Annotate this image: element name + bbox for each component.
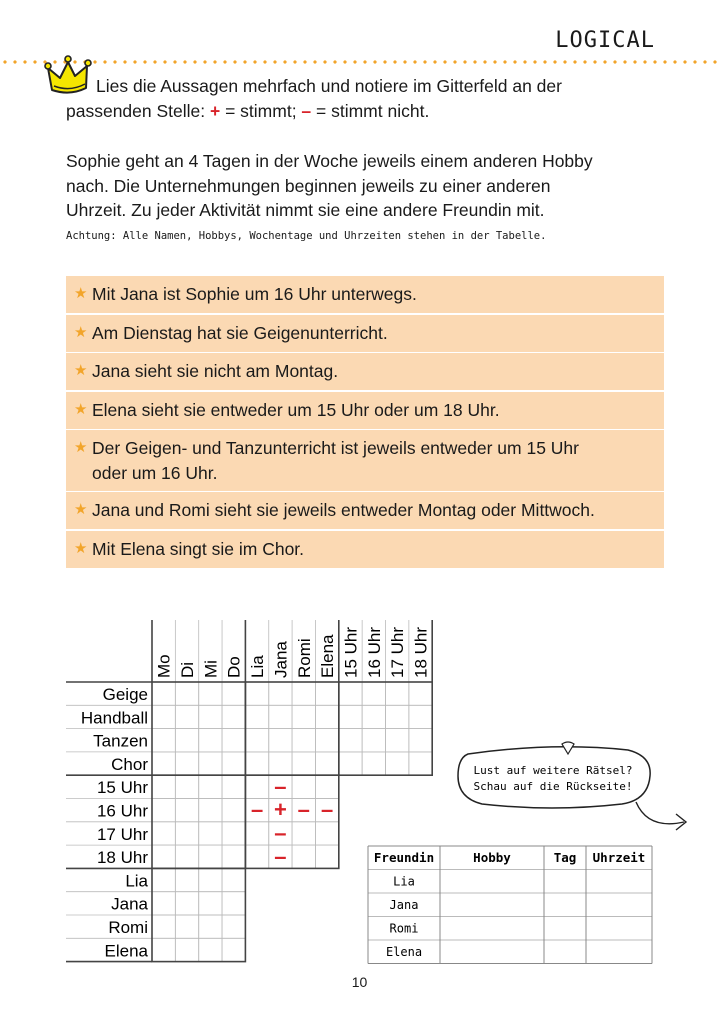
page-number: 10: [351, 974, 368, 990]
grid-cell[interactable]: [152, 752, 175, 775]
plus-sign: +: [210, 100, 221, 121]
speech-bubble-line1: Lust auf weitere Rätsel?: [473, 764, 633, 777]
solution-table: [360, 840, 660, 968]
grid-row-header: Romi: [108, 918, 148, 937]
solution-cell[interactable]: [544, 870, 586, 894]
grid-cell[interactable]: [292, 822, 315, 845]
star-icon: ★: [74, 285, 88, 302]
grid-cell[interactable]: [315, 752, 338, 775]
intro-line3: Uhrzeit. Zu jeder Aktivität nimmt sie eine andere Freundin mit.: [66, 200, 545, 220]
plus-mark: +: [273, 797, 287, 823]
grid-cell[interactable]: [175, 752, 198, 775]
instructions-part4: = stimmt nicht.: [311, 100, 430, 121]
grid-cell[interactable]: [315, 682, 338, 705]
grid-row-header: Tanzen: [93, 731, 148, 751]
grid-column-header: Lia: [248, 655, 268, 678]
grid-cell[interactable]: [152, 915, 175, 938]
grid-row-header: Handball: [80, 708, 148, 728]
grid-row-header: 16 Uhr: [96, 801, 148, 821]
solution-cell[interactable]: [586, 893, 652, 917]
grid-row-header: 15 Uhr: [96, 778, 148, 798]
grid-cell[interactable]: [245, 822, 268, 845]
grid-cell[interactable]: [175, 682, 198, 705]
star-icon: ★: [74, 540, 88, 557]
grid-cell[interactable]: [199, 752, 222, 775]
clue-box: [66, 492, 664, 529]
intro-text: [66, 149, 686, 223]
grid-cell[interactable]: [175, 799, 198, 822]
clue-text: Am Dienstag hat sie Geigenunterricht.: [92, 323, 388, 343]
speech-bubble: [452, 740, 702, 840]
grid-cell[interactable]: [152, 845, 175, 868]
grid-cell[interactable]: [222, 868, 245, 891]
grid-row-header: Jana: [111, 894, 148, 914]
intro-line1: Sophie geht an 4 Tagen in der Woche jeweils einem anderen Hobby: [66, 151, 593, 171]
grid-cell[interactable]: [339, 752, 362, 775]
grid-cell[interactable]: [269, 682, 292, 705]
grid-cell[interactable]: [175, 845, 198, 868]
grid-cell[interactable]: [152, 822, 175, 845]
grid-cell[interactable]: [409, 705, 432, 728]
grid-column-header: Mi: [201, 660, 221, 678]
grid-column-header: Mo: [154, 654, 174, 678]
grid-column-header: Jana: [271, 641, 291, 678]
grid-row-header: 18 Uhr: [96, 848, 148, 868]
grid-cell[interactable]: [222, 752, 245, 775]
grid-cell[interactable]: [152, 775, 175, 798]
grid-cell[interactable]: [199, 705, 222, 728]
solution-row-name: Jana: [389, 898, 419, 912]
grid-cell[interactable]: [386, 705, 409, 728]
grid-cell[interactable]: [292, 682, 315, 705]
grid-cell[interactable]: [245, 752, 268, 775]
grid-cell[interactable]: [199, 775, 222, 798]
solution-cell[interactable]: [440, 917, 544, 941]
grid-cell[interactable]: [315, 729, 338, 752]
grid-column-header: Elena: [318, 634, 338, 678]
arrow-icon: [636, 802, 684, 824]
grid-cell[interactable]: [292, 752, 315, 775]
grid-row-header: 17 Uhr: [96, 824, 148, 844]
solution-header: Freundin: [373, 850, 435, 865]
grid-cell[interactable]: [152, 682, 175, 705]
instructions-line1: Lies die Aussagen mehrfach und notiere im Gitterfeld an der: [96, 76, 562, 96]
grid-cell[interactable]: [222, 705, 245, 728]
minus-mark: –: [274, 773, 287, 799]
star-icon: ★: [74, 401, 88, 418]
grid-cell[interactable]: [292, 705, 315, 728]
grid-cell[interactable]: [175, 729, 198, 752]
grid-cell[interactable]: [222, 775, 245, 798]
grid-column-header: Romi: [294, 638, 314, 678]
grid-cell[interactable]: [292, 729, 315, 752]
grid-column-header: 16 Uhr: [364, 626, 384, 678]
solution-cell[interactable]: [544, 917, 586, 941]
grid-cell[interactable]: [386, 682, 409, 705]
solution-cell[interactable]: [544, 940, 586, 964]
solution-cell[interactable]: [586, 870, 652, 894]
grid-cell[interactable]: [222, 682, 245, 705]
solution-cell[interactable]: [586, 940, 652, 964]
grid-cell[interactable]: [315, 705, 338, 728]
grid-cell[interactable]: [315, 775, 338, 798]
grid-cell[interactable]: [362, 729, 385, 752]
grid-cell[interactable]: [362, 752, 385, 775]
grid-cell[interactable]: [199, 938, 222, 961]
grid-cell[interactable]: [199, 845, 222, 868]
grid-cell[interactable]: [199, 682, 222, 705]
grid-cell[interactable]: [245, 682, 268, 705]
grid-cell[interactable]: [269, 752, 292, 775]
grid-cell[interactable]: [339, 682, 362, 705]
grid-cell[interactable]: [152, 868, 175, 891]
solution-cell[interactable]: [440, 870, 544, 894]
grid-cell[interactable]: [386, 729, 409, 752]
grid-cell[interactable]: [315, 845, 338, 868]
minus-mark: –: [321, 797, 334, 823]
clue-text: Mit Elena singt sie im Chor.: [92, 539, 305, 559]
grid-cell[interactable]: [409, 729, 432, 752]
grid-cell[interactable]: [222, 915, 245, 938]
solution-row-name: Elena: [385, 945, 423, 959]
grid-cell[interactable]: [222, 892, 245, 915]
grid-cell[interactable]: [152, 938, 175, 961]
grid-cell[interactable]: [245, 845, 268, 868]
grid-cell[interactable]: [199, 868, 222, 891]
grid-cell[interactable]: [222, 729, 245, 752]
clue-text: Jana sieht sie nicht am Montag.: [92, 361, 339, 381]
grid-cell[interactable]: [199, 729, 222, 752]
grid-cell[interactable]: [245, 729, 268, 752]
grid-cell[interactable]: [315, 822, 338, 845]
minus-mark: –: [297, 797, 310, 823]
grid-cell[interactable]: [199, 822, 222, 845]
grid-cell[interactable]: [175, 915, 198, 938]
clue-box: [66, 531, 664, 568]
grid-cell[interactable]: [386, 752, 409, 775]
grid-row-header: Lia: [125, 871, 148, 891]
solution-cell[interactable]: [440, 893, 544, 917]
clue-box: [66, 353, 664, 390]
star-icon: ★: [74, 439, 88, 456]
grid-column-header: 15 Uhr: [341, 626, 361, 678]
clue-box: [66, 430, 664, 491]
grid-cell[interactable]: [222, 845, 245, 868]
grid-cell[interactable]: [222, 822, 245, 845]
clue-text: Jana und Romi sieht sie jeweils entweder Montag oder Mittwoch.: [92, 500, 595, 520]
grid-cell[interactable]: [175, 705, 198, 728]
intro-note: Achtung: Alle Namen, Hobbys, Wochentage und Uhrzeiten stehen in der Tabelle.: [66, 230, 547, 242]
grid-cell[interactable]: [152, 892, 175, 915]
grid-column-header: Do: [224, 656, 244, 678]
star-icon: ★: [74, 324, 88, 341]
instructions: [66, 74, 666, 123]
minus-mark: –: [250, 797, 264, 823]
grid-column-header: 18 Uhr: [411, 626, 431, 678]
grid-cell[interactable]: [245, 775, 268, 798]
solution-cell[interactable]: [440, 940, 544, 964]
grid-column-header: Di: [178, 661, 198, 678]
grid-cell[interactable]: [245, 705, 268, 728]
grid-cell[interactable]: [292, 845, 315, 868]
grid-column-header: 17 Uhr: [388, 626, 408, 678]
minus-sign: –: [301, 100, 312, 121]
grid-cell[interactable]: [175, 868, 198, 891]
grid-cell[interactable]: [269, 705, 292, 728]
instructions-part2: passenden Stelle:: [66, 100, 210, 121]
grid-cell[interactable]: [362, 705, 385, 728]
clue-text: Elena sieht sie entweder um 15 Uhr oder um 18 Uhr.: [92, 400, 500, 420]
grid-cell[interactable]: [269, 729, 292, 752]
grid-cell[interactable]: [175, 775, 198, 798]
grid-cell[interactable]: [409, 752, 432, 775]
instructions-part3: = stimmt;: [220, 100, 302, 121]
grid-cell[interactable]: [222, 799, 245, 822]
dotted-divider: [0, 60, 719, 64]
star-icon: ★: [74, 362, 88, 379]
intro-line2: nach. Die Unternehmungen beginnen jeweils zu einer anderen: [66, 175, 551, 196]
clue-box: [66, 276, 664, 313]
solution-header: Uhrzeit: [592, 850, 646, 865]
solution-header: Hobby: [473, 850, 511, 865]
grid-cell[interactable]: [175, 822, 198, 845]
clue-box: [66, 315, 664, 352]
grid-cell[interactable]: [199, 915, 222, 938]
minus-mark: –: [274, 843, 287, 869]
grid-cell[interactable]: [199, 799, 222, 822]
clue-box: [66, 392, 664, 429]
grid-cell[interactable]: [222, 938, 245, 961]
solution-row-name: Romi: [389, 921, 419, 936]
solution-cell[interactable]: [544, 893, 586, 917]
grid-row-header: Chor: [111, 754, 148, 774]
grid-cell[interactable]: [152, 799, 175, 822]
solution-header: Tag: [553, 850, 577, 865]
speech-bubble-line2: Schau auf die Rückseite!: [473, 780, 633, 793]
solution-row-name: Lia: [393, 874, 415, 889]
clue-text: oder um 16 Uhr.: [92, 462, 218, 483]
grid-cell[interactable]: [362, 682, 385, 705]
grid-row-header: Elena: [104, 941, 148, 961]
grid-row-header: Geige: [102, 685, 148, 704]
minus-mark: –: [274, 820, 287, 846]
grid-cell[interactable]: [152, 729, 175, 752]
solution-cell[interactable]: [586, 917, 652, 941]
grid-cell[interactable]: [339, 729, 362, 752]
grid-cell[interactable]: [175, 892, 198, 915]
clue-text: Mit Jana ist Sophie um 16 Uhr unterwegs.: [92, 284, 417, 304]
star-icon: ★: [74, 501, 88, 518]
grid-cell[interactable]: [292, 775, 315, 798]
page-header-title: LOGICAL: [555, 28, 655, 53]
grid-cell[interactable]: [199, 892, 222, 915]
grid-cell[interactable]: [409, 682, 432, 705]
grid-cell[interactable]: [175, 938, 198, 961]
grid-cell[interactable]: [152, 705, 175, 728]
grid-cell[interactable]: [339, 705, 362, 728]
clue-text: Der Geigen- und Tanzunterricht ist jeweils entweder um 15 Uhr: [92, 438, 579, 458]
